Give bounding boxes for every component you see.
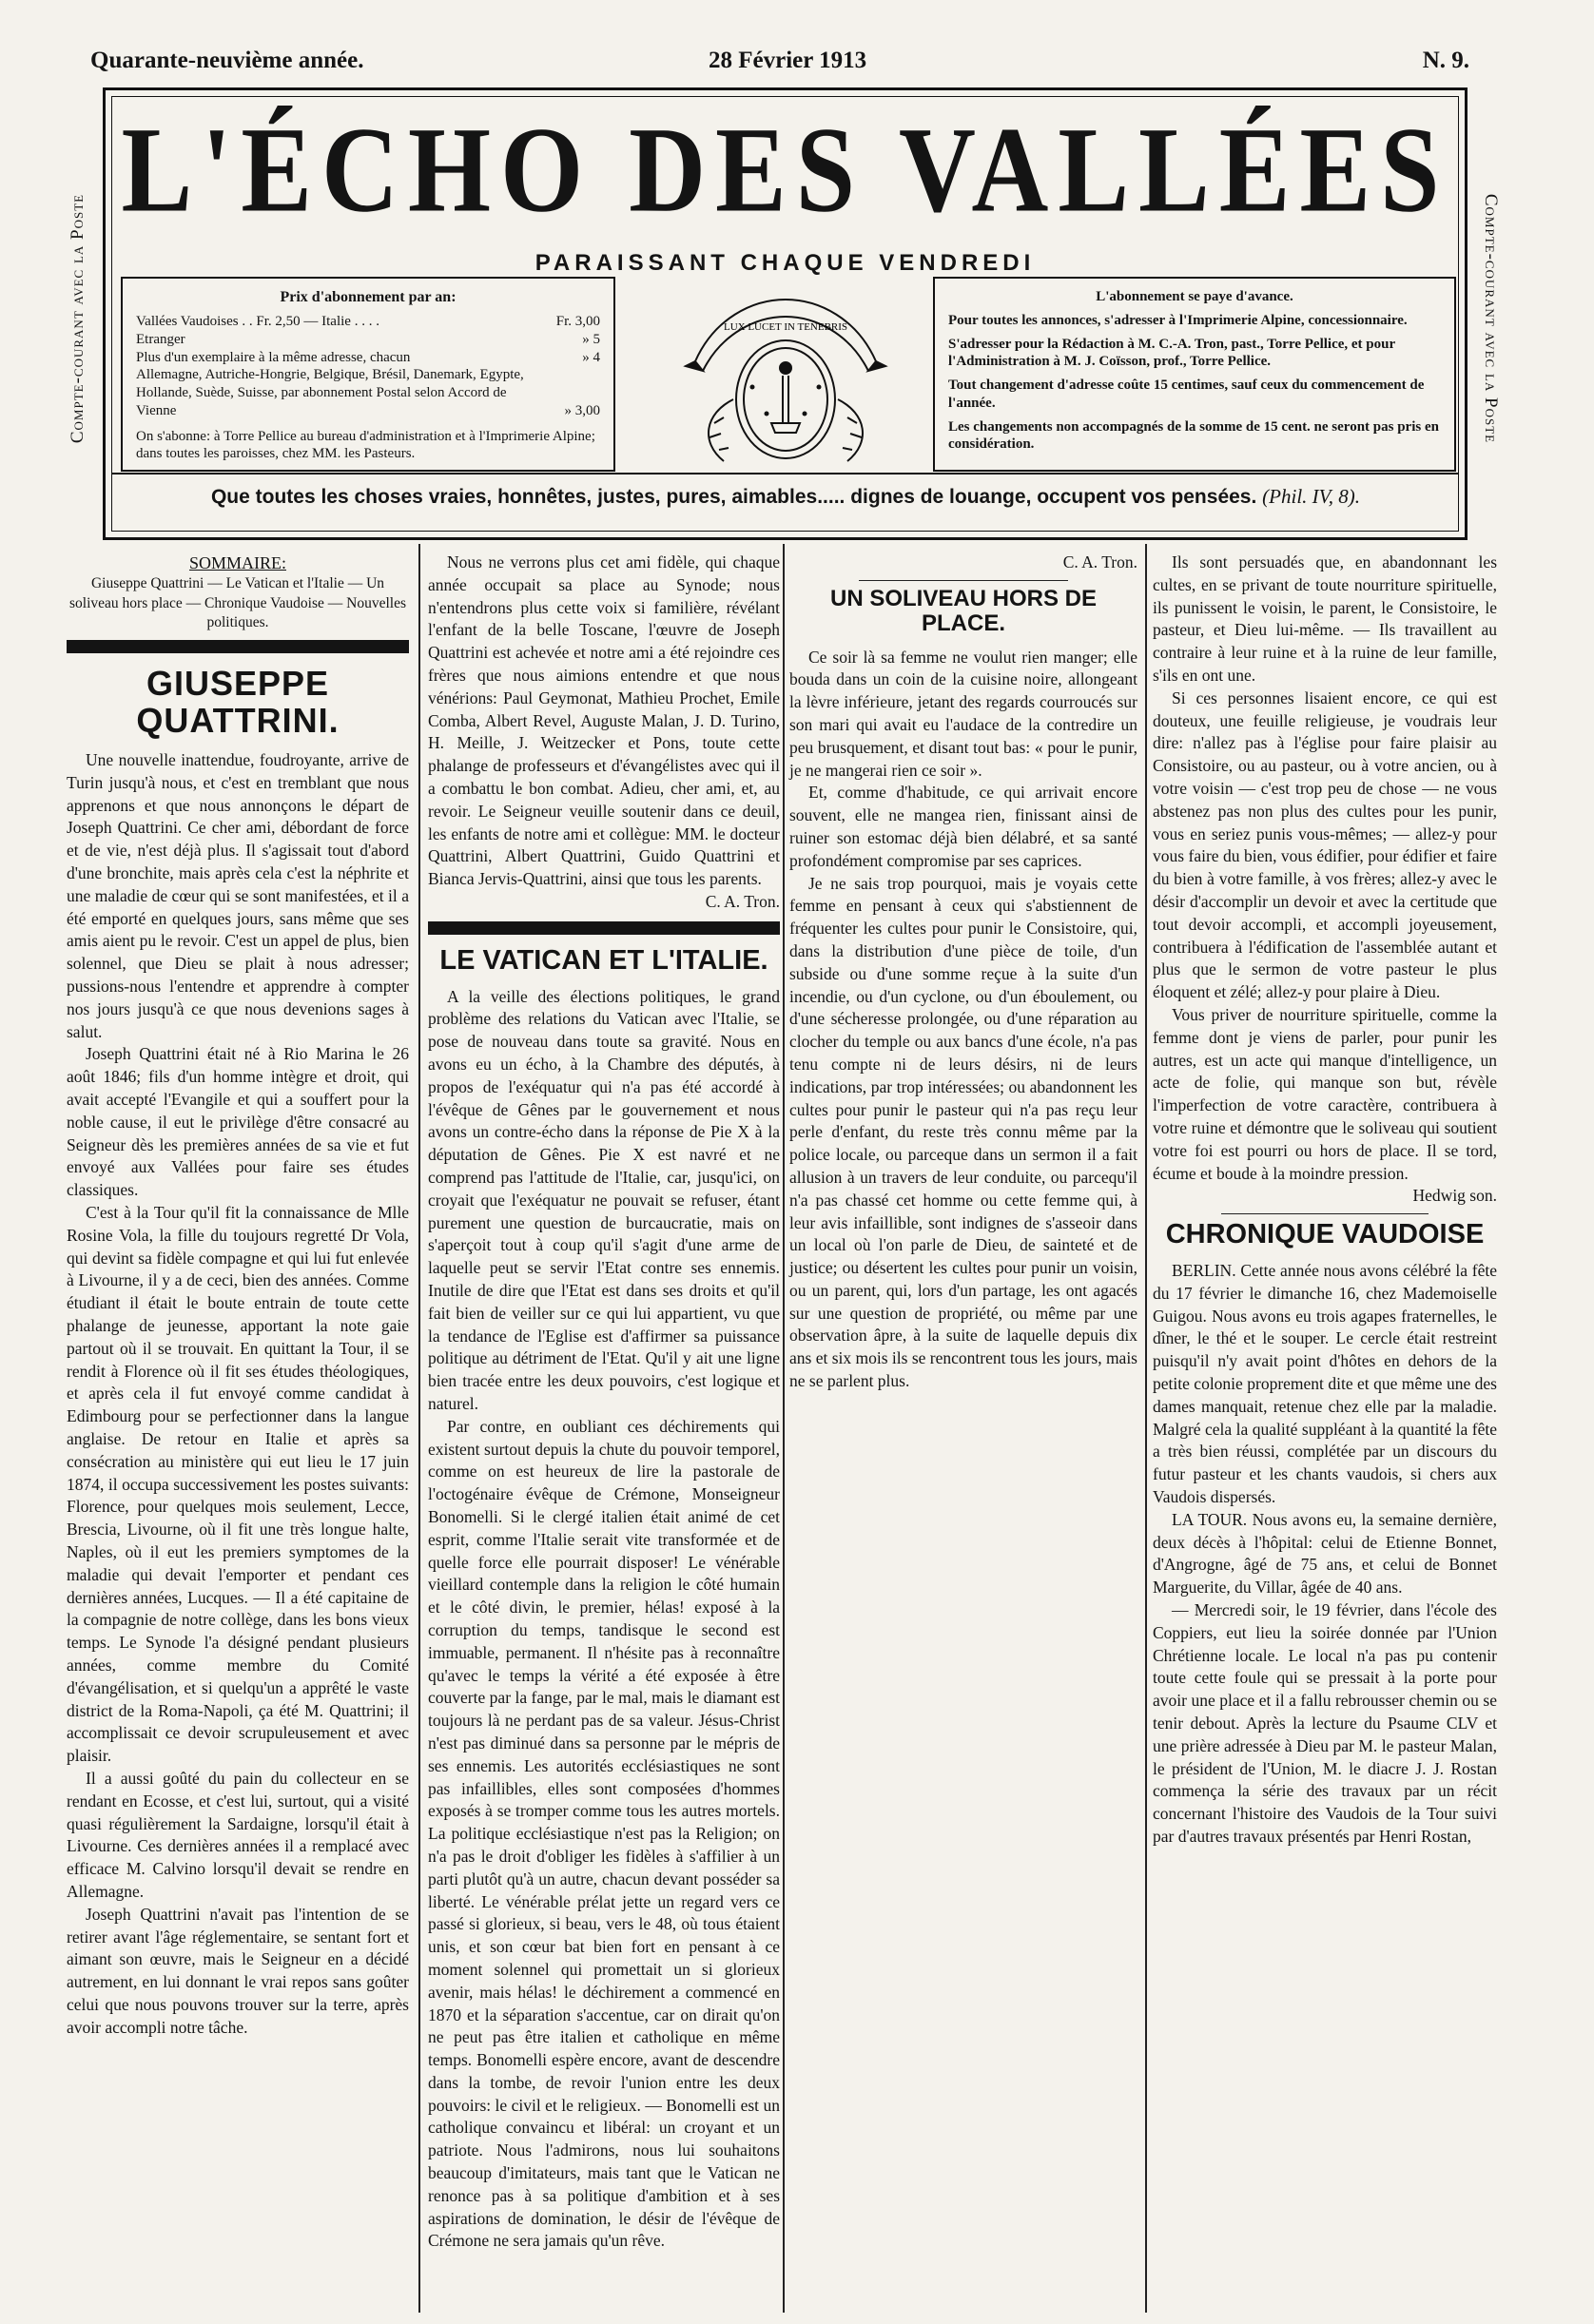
column-1	[67, 552, 409, 2311]
row-label: Allemagne, Autriche-Hongrie, Belgique, Brésil, Danemark, Egypte, Hollande, Suède, Suisse, par abonnement Postal selon Accord de Vienne	[136, 367, 524, 418]
paragraph: Par contre, en oubliant ces déchirements qui existent surtout depuis la chute du pouvoir temporel, comme on est heureux de lire la pastorale de l'octogénaire évêque de Crémone, Monseigneur Bonomelli. Si le clergé italien était animé de cet esprit, comme l'Italie serait vite transformée et de quelle force elle pourrait disposer! Le vénérable vieillard contemple dans la religion le côté humain et le côté divin, le premier, hélas! exposé à la corruption du temps, tandisque le second est immuable, permanent. Il n'hésite pas à reconnaître qu'avec le temps la vérité a été exposée à être couverte par la fange, par le mal, mais le diamant est toujours là ne perdant pas de sa valeur. Jésus-Christ n'est pas diminué dans sa personne par le mépris de ses ennemis. Les autorités ecclésiastiques ne sont pas infaillibles, elles sont composées d'hommes exposés à se tromper comme tous les autres mortels. La politique ecclésiastique n'est pas la Religion; on n'a pas le droit d'obliger les fidèles à s'affilier à un parti plutôt qu'à un autre, chacun devant posséder sa liberté. Le vénérable prélat jette un regard vers ce passé si glorieux, si beau, vers le 48, où tous étaient unis, et son cœur bat bien fort en pensant à ce moment solennel qui promettait un si glorieux avenir, mais hélas! le déchirement a commencé en 1870 et la séparation s'accentue, car on dirait qu'on ne peut pas être italien et catholique en même temps. Bonomelli espère encore, avant de descendre dans la tombe, de revoir l'union entre les deux pouvoirs: le civil et le religieux. — Bonomelli est un catholique convaincu et libéral: un croyant et un patriote. Nous l'admirons, nous lui souhaitons beaucoup d'imitateurs, mais tant que le Vatican ne renonce pas à sa politique d'ambition et à ses aspirations de domination, le désir de l'évêque de Crémone ne sera jamais qu'un rêve.	[428, 1416, 780, 2251]
section-bar	[428, 921, 780, 935]
paragraph: Il a aussi goûté du pain du collecteur en se rendant en Ecosse, et c'est lui, surtout, qui a visité quasi régulièrement la Sardaigne, lorsqu'il était à Livourne. Ces dernières années il a remplacé avec efficace M. Calvino lorsqu'il devait se rendre en Allemagne.	[67, 1768, 409, 1901]
paragraph: Si ces personnes lisaient encore, ce qui est douteux, une feuille religieuse, je voudrais leur dire: n'allez pas à l'église pour faire plaisir au Consistoire, ou au pasteur, ou à votre ancien, ou à votre voisin — c'est trop peu de chose — ne vous abstenez pas non plus des cultes pour les punir, vous en seriez punis vous-mêmes; — allez-y pour vous faire du bien, vous édifier, pour édifier et faire du bien à votre famille, à vos frères; allez-y avec le désir d'accomplir un devoir et avec la certitude que tout devoir accompli, et accompli joyeusement, contribuera à l'édification de l'assemblée autant et plus que le sermon de votre pasteur le plus éloquent et zélé; allez-y pour plaire à Dieu.	[1153, 688, 1497, 1002]
column-2	[428, 552, 780, 2311]
newspaper-title: L'ÉCHO DES VALLÉES	[121, 102, 1449, 239]
row-price: » 3,00	[564, 402, 600, 418]
subscription-row	[136, 313, 600, 331]
star-icon	[817, 385, 822, 390]
divider	[859, 580, 1068, 581]
year-label: Quarante-neuvième année.	[90, 48, 364, 73]
paragraph: C'est à la Tour qu'il fit la connaissance de Mlle Rosine Vola, la fille du toujours regretté Dr Vola, qui devint sa fidèle compagne et qui lui fut enlevée à Livourne, il y a de ceci, bien des années. Comme étudiant il était le boute entrain de toute cette phalange de jeunesse, apportant la note gaie partout où il se trouvait. En quittant la Tour, il se rendit à Florence où il fit ses études théologiques, et après cela il fut envoyé comme candidat à Edimbourg pour se perfectionner dans la langue anglaise. De retour en Italie et après sa consécration au ministère qui eut lieu le 17 juin 1874, il occupa successivement les postes suivants: Florence, pour quelques mois seulement, Lecce, Brescia, Livourne, où il fit une très longue halte, Naples, où il eut les premiers symptomes de la maladie qui devait l'emporter et pendant ces dernières années, Lucques. — Il a été capitaine de la compagnie de notre collège, dans les bons vieux temps. Le Synode l'a désigné pendant plusieurs années, comme membre du Comité d'évangélisation, et si quelqu'un a apprêté le vaste district de la Roma-Napoli, ça été M. Quattrini; il accomplissait ce devoir scrupuleusement et avec plaisir.	[67, 1203, 409, 1766]
side-label-right	[1469, 100, 1511, 537]
paragraph: Une nouvelle inattendue, foudroyante, arrive de Turin jusqu'à nous, et c'est en tremblant que nous apprenons et que nous annonçons le départ de Joseph Quattrini. Ce cher ami, débordant de force et de vie, n'est déjà plus. Il s'agissait tout d'abord d'une bronchite, mais après cela c'est la néphrite et une maladie de cœur qui se sont manifestées, et il a été emporté en quelques jours, sans même que ses amis aient pu le revoir. C'est un appel de plus, bien solennel, que Dieu se plait à nous adresser; pussions-nous l'entendre et apprendre à compter nos jours jusqu'à ce que nous devenions sages à salut.	[67, 750, 409, 1041]
emblem-motto: LUX LUCET IN TENEBRIS	[723, 321, 848, 333]
motto-text: Que toutes les choses vraies, honnêtes, justes, pures, aimables..... dignes de louange, occupent vos pensées.	[210, 486, 1257, 508]
issue-number: N. 9.	[1422, 48, 1469, 73]
headline-quattrini: GIUSEPPE QUATTRINI.	[136, 663, 340, 741]
paragraph: Ce soir là sa femme ne voulut rien manger; elle bouda dans un coin de la cuisine noire, allongeant la lèvre inférieure, jetant des regards courroucés sur son mari qui avait eu l'audace de la contredire un peu brusquement, et disant tout bas: « pour le punir, je ne mangerai rien ce soir ».	[789, 647, 1137, 780]
issue-date: 28 Février 1913	[709, 48, 867, 73]
subscription-row	[136, 331, 600, 349]
paragraph: Et, comme d'habitude, ce qui arrivait encore souvent, elle ne mangea rien, finissant ainsi de ruiner son estomac déjà bien délabré, et sa santé profondément compromise par ses caprices.	[789, 783, 1137, 870]
notice: Pour toutes les annonces, s'adresser à l'Imprimerie Alpine, concessionnaire.	[948, 312, 1408, 328]
column-3	[789, 552, 1137, 2311]
subscription-row	[136, 366, 600, 419]
paragraph: BERLIN. Cette année nous avons célébré la fête du 17 février le dimanche 16, chez Mademoiselle Guigou. Nous avons eu trois agapes fraternelles, le dîner, le thé et le souper. Le cercle était restreint puisqu'il n'y avait point d'hôtes en dehors de la petite colonie proprement dite et que même une des dames manquait, retenue chez elle par la maladie. Malgré cela la qualité suppléant à la quantité la fête a très bien réussi, complétée par un discours du futur pasteur et les chants vaudois, si chers aux Vaudois dispersés.	[1153, 1261, 1497, 1506]
column-divider	[1145, 544, 1147, 2313]
notice: S'adresser pour la Rédaction à M. C.-A. Tron, past., Torre Pellice, et pour l'Administration à M. J. Coïsson, prof., Torre Pellice.	[948, 336, 1395, 370]
paragraph: — Mercredi soir, le 19 février, dans l'école des Coppiers, eut lieu la soirée donnée par l'Union Chrétienne locale. Le local n'a pas pu contenir toute cette foule qui se pressait à la porte pour avoir une place et il a fallu rebrousser chemin ou se tenir debout. Après la lecture du Psaume CLV et une prière adressée à Dieu par M. le pasteur Malan, le président de l'Union, M. le diacre J. J. Rostan commença la série des travaux par un récit concernant l'histoire des Vaudois de la Tour suivi par d'autres travaux présentés par Henri Rostan,	[1153, 1599, 1497, 1846]
paragraph: Vous priver de nourriture spirituelle, comme la femme dont je viens de parler, pour punir les autres, est un acte qui manque d'intelligence, un acte de folie, qui manque son but, révèle l'imperfection de votre caractère, contribuera à votre ruine et démontre que le soliveau qui soutient votre foi est pourri ou hors de place. Il se tord, écume et boude à la moindre pression.	[1153, 1004, 1497, 1183]
emblem-illustration	[676, 281, 895, 480]
star-icon	[803, 412, 807, 416]
sommaire-text: Giuseppe Quattrini — Le Vatican et l'Italie — Un soliveau hors place — Chronique Vaudoise — Nouvelles politiques.	[69, 575, 406, 630]
newspaper-subtitle: PARAISSANT CHAQUE VENDREDI	[535, 250, 1036, 276]
paragraph: Joseph Quattrini n'avait pas l'intention de se retirer avant l'âge réglementaire, se sentant fort et aimant son œuvre, mais le Seigneur en a décidé autrement, en lui donnant le vrai repos sans goûter celui que nous pouvons trouver sur la terre, après avoir accompli notre tâche.	[67, 1904, 409, 2037]
row-label: Etranger	[136, 331, 185, 347]
row-label: Plus d'un exemplaire à la même adresse, chacun	[136, 349, 411, 365]
column-divider	[783, 544, 785, 2313]
signature: C. A. Tron.	[705, 891, 780, 911]
paragraph: Je ne sais trop pourquoi, mais je voyais cette femme en pensant à ceux qui s'abstiennent de fréquenter les cultes pour punir le Consistoire, qui, dans la distribution d'une pièce de toile, d'un subside ou d'une somme reçue à la suite d'un incendie, ou d'un cyclone, ou d'un éboulement, ou d'une sécheresse prolongée, ou d'une réparation au clocher du temple ou aux bancs d'une école, n'a pas tenu compte ni de leurs désirs, ni de leurs indications, par trop intéressées; ou abandonnent les cultes pour punir le pasteur qui n'a pas reçu leur perle d'enfant, du reste très connu même par la police locale, ou parceque dans un sermon il a fait allusion à un travers de leur conduite, ou parcequ'il n'a pas chassé cet homme ou cette femme qui, à leur avis infaillible, sont indignes de s'asseoir dans un local où l'on parle de Dieu, de sainteté et de justice; ou désertent les cultes pour punir un voisin, ou un parent, qui, lors d'un partage, les ont agacés sur une question de propriété, ou même par une observation âpre, à la suite de laquelle depuis dix ans et six mois ils se rencontrent tous les jours, mais ne se parlent plus.	[789, 873, 1137, 1391]
postal-note-right: Compte-courant avec la Poste	[1481, 193, 1501, 444]
motto-reference: (Phil. IV, 8).	[1262, 485, 1361, 508]
paragraph: Nous ne verrons plus cet ami fidèle, qui chaque année occupait sa place au Synode; nous n'entendrons plus cette voix si familière, révélant l'enfant de la belle Toscane, l'œuvre de Joseph Quattrini est achevée et notre ami a été rejoindre ces frères que nous aimions entendre et que nous vénérions: Paul Geymonat, Mathieu Prochet, Emile Comba, Albert Revel, Auguste Malan, J. D. Turino, H. Meille, J. Weitzecker et Pons, toute cette phalange de professeurs et d'évangélistes avec qui il a combattu le bon combat. Adieu, cher ami, et, au revoir. Le Seigneur veuille soutenir dans ce deuil, les enfants de notre ami et collègue: MM. le docteur Quattrini, Albert Quattrini, Guido Quattrini et Bianca Jervis-Quattrini, ainsi que tous les parents.	[428, 552, 780, 889]
notice: L'abonnement se paye d'avance.	[1096, 289, 1293, 304]
section-bar	[67, 640, 409, 653]
sommaire-title: SOMMAIRE:	[188, 553, 286, 572]
notice: Tout changement d'adresse coûte 15 centimes, sauf ceux du commencement de l'année.	[948, 378, 1425, 411]
subscription-heading: Prix d'abonnement par an:	[280, 289, 457, 305]
divider	[1221, 1213, 1428, 1214]
header-line	[90, 48, 1469, 80]
headline-chronique: CHRONIQUE VAUDOISE	[1165, 1219, 1485, 1250]
subscription-box	[121, 277, 615, 472]
notice-box	[933, 277, 1456, 472]
notice: Les changements non accompagnés de la somme de 15 cent. ne seront pas pris en considération.	[948, 418, 1439, 453]
side-label-left	[57, 100, 99, 537]
motto-divider	[111, 473, 1459, 474]
row-price: Fr. 3,00	[555, 314, 600, 329]
subscription-row	[136, 349, 600, 367]
column-4	[1153, 552, 1497, 2311]
row-price: » 4	[582, 349, 600, 365]
star-icon	[750, 385, 755, 390]
row-label: Vallées Vaudoises . . Fr. 2,50 — Italie . . . .	[136, 314, 379, 329]
motto-line	[115, 485, 1456, 509]
paragraph: A la veille des élections politiques, le grand problème des relations du Vatican avec l'Italie, se pose de nouveau dans toute sa gravité. Nous en avons eu un écho, à la Chambre des députés, à propos de l'exéquatur qui n'a pas été accordé à l'évêque de Gênes par le gouvernement et nous avons un contre-écho dans la réponse de Pie X à la députation de Gênes. Pie X est navré et ne comprend pas l'attitude de l'Italie, car, jusqu'ici, on croyait que l'exéquatur ne pouvait se refuser, étant purement une question de burcaucratie, mais on s'aperçoit tout à coup qu'il s'agit d'une arme de laquelle peut se servir l'Etat contre ses ennemis. Inutile de dire que l'Etat est dans ses droits et qu'il fait bien de veiller sur ce qui lui appartient, vu que la tendance de l'Eglise est d'affirmer sa puissance politique au détriment de l'Etat. Qu'il y ait une ligne bien tracée entre les deux pouvoirs, c'est logique et naturel.	[428, 986, 780, 1413]
signature: Hedwig son.	[1412, 1186, 1497, 1206]
column-divider	[418, 544, 420, 2313]
paragraph: Joseph Quattrini était né à Rio Marina le 26 août 1846; fils d'un homme intègre et droit, qui avait accepté l'Evangile et qui a souffert pour la noble cause, il eut le privilège d'être consacré au Seigneur dès les premières années de sa vie et fut envoyé aux Vallées pour faire ses études classiques.	[67, 1044, 409, 1200]
paragraph: Ils sont persuadés que, en abandonnant les cultes, en se privant de toute nourriture spirituelle, ils punissent le voisin, le parent, le Consistoire, le pasteur, et Dieu lui-même. — Ils travaillent au contraire à leur ruine et à la ruine de leur famille, s'ils en ont une.	[1153, 552, 1497, 685]
headline-vatican: LE VATICAN ET L'ITALIE.	[439, 944, 768, 976]
signature: C. A. Tron.	[1062, 552, 1137, 571]
masthead	[103, 87, 1468, 540]
headline-soliveau: UN SOLIVEAU HORS DE PLACE.	[829, 585, 1098, 637]
star-icon	[765, 412, 769, 416]
paragraph: LA TOUR. Nous avons eu, la semaine dernière, deux décès à l'hôpital: celui de Etienne Bonnet, d'Angrogne, âgé de 75 ans, et celui de Bonnet Marguerite, du Villar, âgée de 40 ans.	[1153, 1509, 1497, 1598]
row-price: » 5	[582, 331, 600, 347]
subscription-note: On s'abonne: à Torre Pellice au bureau d'administration et à l'Imprimerie Alpine; dans toutes les paroisses, chez MM. les Pasteurs.	[136, 428, 595, 462]
postal-note-left: Compte-courant avec la Poste	[68, 193, 87, 444]
